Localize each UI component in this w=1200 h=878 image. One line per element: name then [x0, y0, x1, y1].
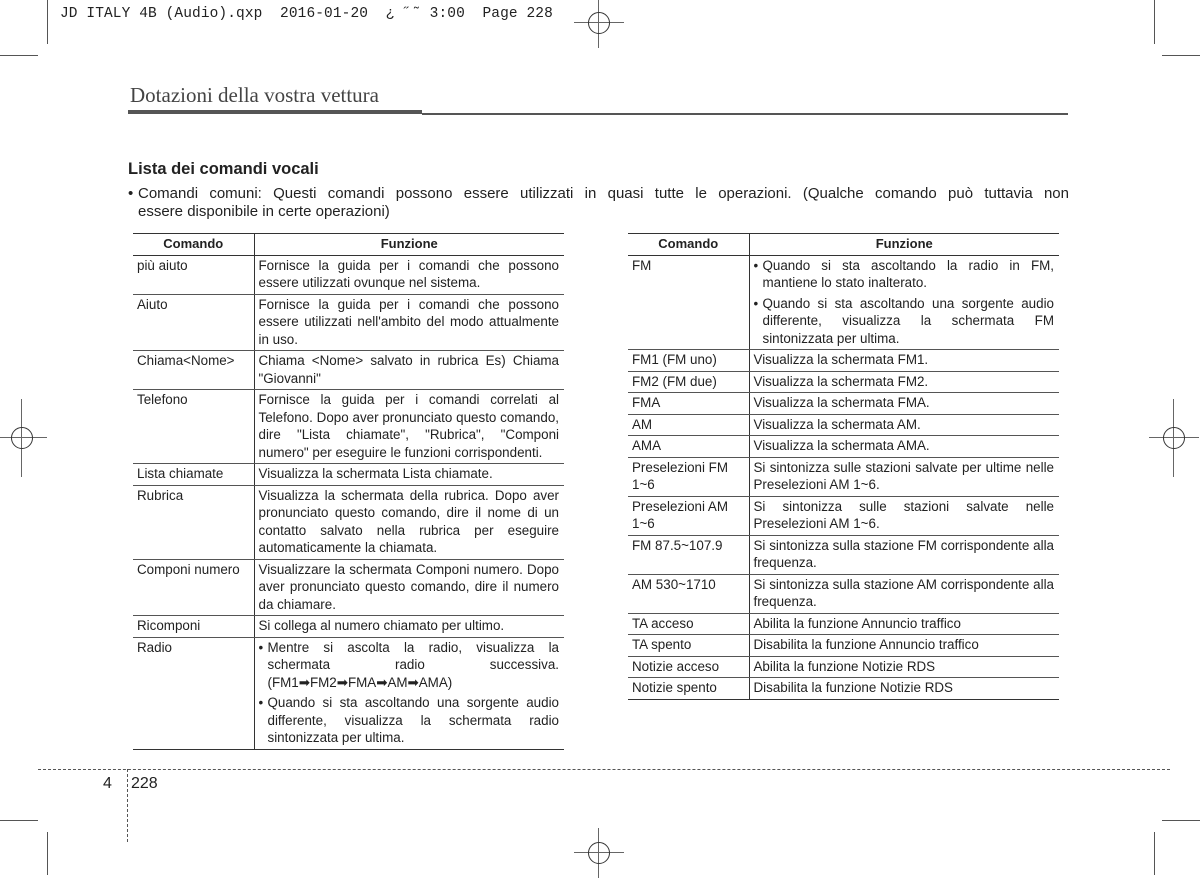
table-body	[628, 255, 1059, 699]
crop-mark	[1162, 820, 1200, 821]
command-cell: Aiuto	[133, 294, 254, 351]
command-cell: FM 87.5~107.9	[628, 535, 749, 574]
table-row	[628, 535, 1059, 574]
function-cell: Visualizza la schermata FM1.	[749, 350, 1059, 372]
command-cell: Preselezioni AM 1~6	[628, 496, 749, 535]
bullet-text: Quando si sta ascoltando una sorgente audio differente, visualizza la schermata FM sintonizzata per ultima.	[762, 295, 1054, 346]
table-row	[133, 559, 564, 616]
bullet-item	[754, 295, 1055, 348]
command-cell: AM 530~1710	[628, 574, 749, 613]
bullet-icon: •	[258, 639, 264, 655]
command-cell: Ricomponi	[133, 616, 254, 638]
function-cell: Visualizza la schermata FM2.	[749, 371, 1059, 393]
function-cell: Si sintonizza sulle stazioni salvate nelle Preselezioni AM 1~6.	[749, 496, 1059, 535]
function-cell	[749, 255, 1059, 350]
command-cell: FM	[628, 255, 749, 350]
intro-line-1: Comandi comuni: Questi comandi possono essere utilizzati in quasi tutte le operazioni. (Qualche comando può tuttavia non	[138, 185, 1069, 202]
bullet-text: Quando si sta ascoltando una sorgente audio differente, visualizza la schermata radio sintonizzata per ultima.	[267, 695, 559, 745]
footer-dashed-rule	[38, 769, 1170, 770]
table-row	[133, 464, 564, 486]
table-row	[628, 496, 1059, 535]
function-cell: Fornisce la guida per i comandi che possono essere utilizzati nell'ambito del modo attualmente in uso.	[254, 294, 564, 351]
table-row	[628, 457, 1059, 496]
header-rule-thick	[128, 110, 422, 114]
table-row	[628, 678, 1059, 700]
function-cell	[254, 637, 564, 749]
chapter-number: 4	[103, 775, 112, 792]
command-cell: Lista chiamate	[133, 464, 254, 486]
function-cell: Si sintonizza sulla stazione FM corrispondente alla frequenza.	[749, 535, 1059, 574]
bullet-item	[754, 257, 1055, 292]
table-row	[133, 616, 564, 638]
table-row	[628, 350, 1059, 372]
bullet-icon: •	[753, 257, 759, 273]
column-header-command: Comando	[628, 234, 749, 256]
function-cell: Visualizza la schermata della rubrica. Dopo aver pronunciato questo comando, dire il nome di un contatto salvato nella rubrica per eseguire automaticamente la chiamata.	[254, 485, 564, 559]
header-rule-thin	[422, 113, 1068, 115]
command-cell: Preselezioni FM 1~6	[628, 457, 749, 496]
command-cell: TA spento	[628, 635, 749, 657]
crop-mark	[1154, 0, 1155, 44]
intro-paragraph	[128, 185, 1069, 221]
bullet-icon: •	[128, 185, 134, 202]
command-cell: TA acceso	[628, 613, 749, 635]
command-cell: Telefono	[133, 390, 254, 464]
print-slug: JD ITALY 4B (Audio).qxp 2016-01-20 ¿ ˝˜ 3:00 Page 228	[60, 6, 553, 22]
function-cell: Visualizza la schermata FMA.	[749, 393, 1059, 415]
column-header-function: Funzione	[254, 234, 564, 256]
function-cell: Visualizza la schermata AMA.	[749, 436, 1059, 458]
command-cell: Rubrica	[133, 485, 254, 559]
registration-mark-icon	[588, 12, 610, 34]
bullet-text: Quando si sta ascoltando la radio in FM, mantiene lo stato inalterato.	[762, 257, 1054, 290]
registration-mark-icon	[11, 427, 33, 449]
function-cell: Si collega al numero chiamato per ultimo.	[254, 616, 564, 638]
table-row	[628, 656, 1059, 678]
command-cell: AM	[628, 414, 749, 436]
table-row	[628, 414, 1059, 436]
function-cell: Fornisce la guida per i comandi che possono essere utilizzati ovunque nel sistema.	[254, 255, 564, 294]
column-header-command: Comando	[133, 234, 254, 256]
command-cell: Notizie spento	[628, 678, 749, 700]
page-number: 228	[131, 775, 158, 792]
function-cell: Visualizzare la schermata Componi numero. Dopo aver pronunciato questo comando, dire il numero da chiamare.	[254, 559, 564, 616]
footer-dashed-divider	[127, 769, 128, 842]
table-row	[628, 393, 1059, 415]
registration-mark-icon	[588, 842, 610, 864]
command-cell: FM2 (FM due)	[628, 371, 749, 393]
bullet-item	[259, 694, 560, 747]
function-cell: Disabilita la funzione Notizie RDS	[749, 678, 1059, 700]
function-cell: Disabilita la funzione Annuncio traffico	[749, 635, 1059, 657]
section-title: Dotazioni della vostra vettura	[130, 83, 379, 107]
function-cell: Si sintonizza sulla stazione AM corrispondente alla frequenza.	[749, 574, 1059, 613]
command-cell: più aiuto	[133, 255, 254, 294]
table-row	[133, 351, 564, 390]
bullet-text: Mentre si ascolta la radio, visualizza la schermata radio successiva. (FM1➡FM2➡FMA➡AM➡AMA)	[267, 639, 559, 690]
page-heading: Lista dei comandi vocali	[128, 160, 319, 178]
function-cell: Fornisce la guida per i comandi correlati al Telefono. Dopo aver pronunciato questo comando, dire "Lista chiamate", "Rubrica", "Componi numero" per eseguire le funzioni corrispondenti.	[254, 390, 564, 464]
table-row	[133, 637, 564, 749]
intro-line-2: essere disponibile in certe operazioni)	[138, 203, 390, 220]
function-cell: Si sintonizza sulle stazioni salvate per ultime nelle Preselezioni AM 1~6.	[749, 457, 1059, 496]
crop-mark	[1162, 55, 1200, 56]
crop-mark	[0, 55, 38, 56]
bullet-icon: •	[258, 695, 264, 710]
function-cell: Visualizza la schermata AM.	[749, 414, 1059, 436]
crop-mark	[1154, 832, 1155, 875]
commands-table-left	[133, 233, 564, 750]
command-cell: FM1 (FM uno)	[628, 350, 749, 372]
crop-mark	[0, 820, 38, 821]
registration-mark-icon	[1163, 427, 1185, 449]
column-header-function: Funzione	[749, 234, 1059, 256]
table-row	[133, 390, 564, 464]
function-cell: Visualizza la schermata Lista chiamate.	[254, 464, 564, 486]
commands-table-right	[628, 233, 1059, 700]
table-body	[133, 255, 564, 749]
command-cell: Componi numero	[133, 559, 254, 616]
crop-mark	[47, 832, 48, 875]
command-cell: FMA	[628, 393, 749, 415]
table-row	[628, 613, 1059, 635]
crop-mark	[47, 0, 48, 44]
table-row	[133, 294, 564, 351]
table-row	[628, 436, 1059, 458]
table-row	[133, 485, 564, 559]
command-cell: Notizie acceso	[628, 656, 749, 678]
bullet-icon: •	[753, 295, 759, 311]
function-cell: Chiama <Nome> salvato in rubrica Es) Chiama "Giovanni"	[254, 351, 564, 390]
command-cell: AMA	[628, 436, 749, 458]
function-cell: Abilita la funzione Notizie RDS	[749, 656, 1059, 678]
bullet-item	[259, 639, 560, 692]
table-row	[628, 255, 1059, 350]
function-cell: Abilita la funzione Annuncio traffico	[749, 613, 1059, 635]
table-row	[628, 635, 1059, 657]
table-row	[628, 371, 1059, 393]
table-row	[133, 255, 564, 294]
command-cell: Radio	[133, 637, 254, 749]
table-row	[628, 574, 1059, 613]
command-cell: Chiama<Nome>	[133, 351, 254, 390]
